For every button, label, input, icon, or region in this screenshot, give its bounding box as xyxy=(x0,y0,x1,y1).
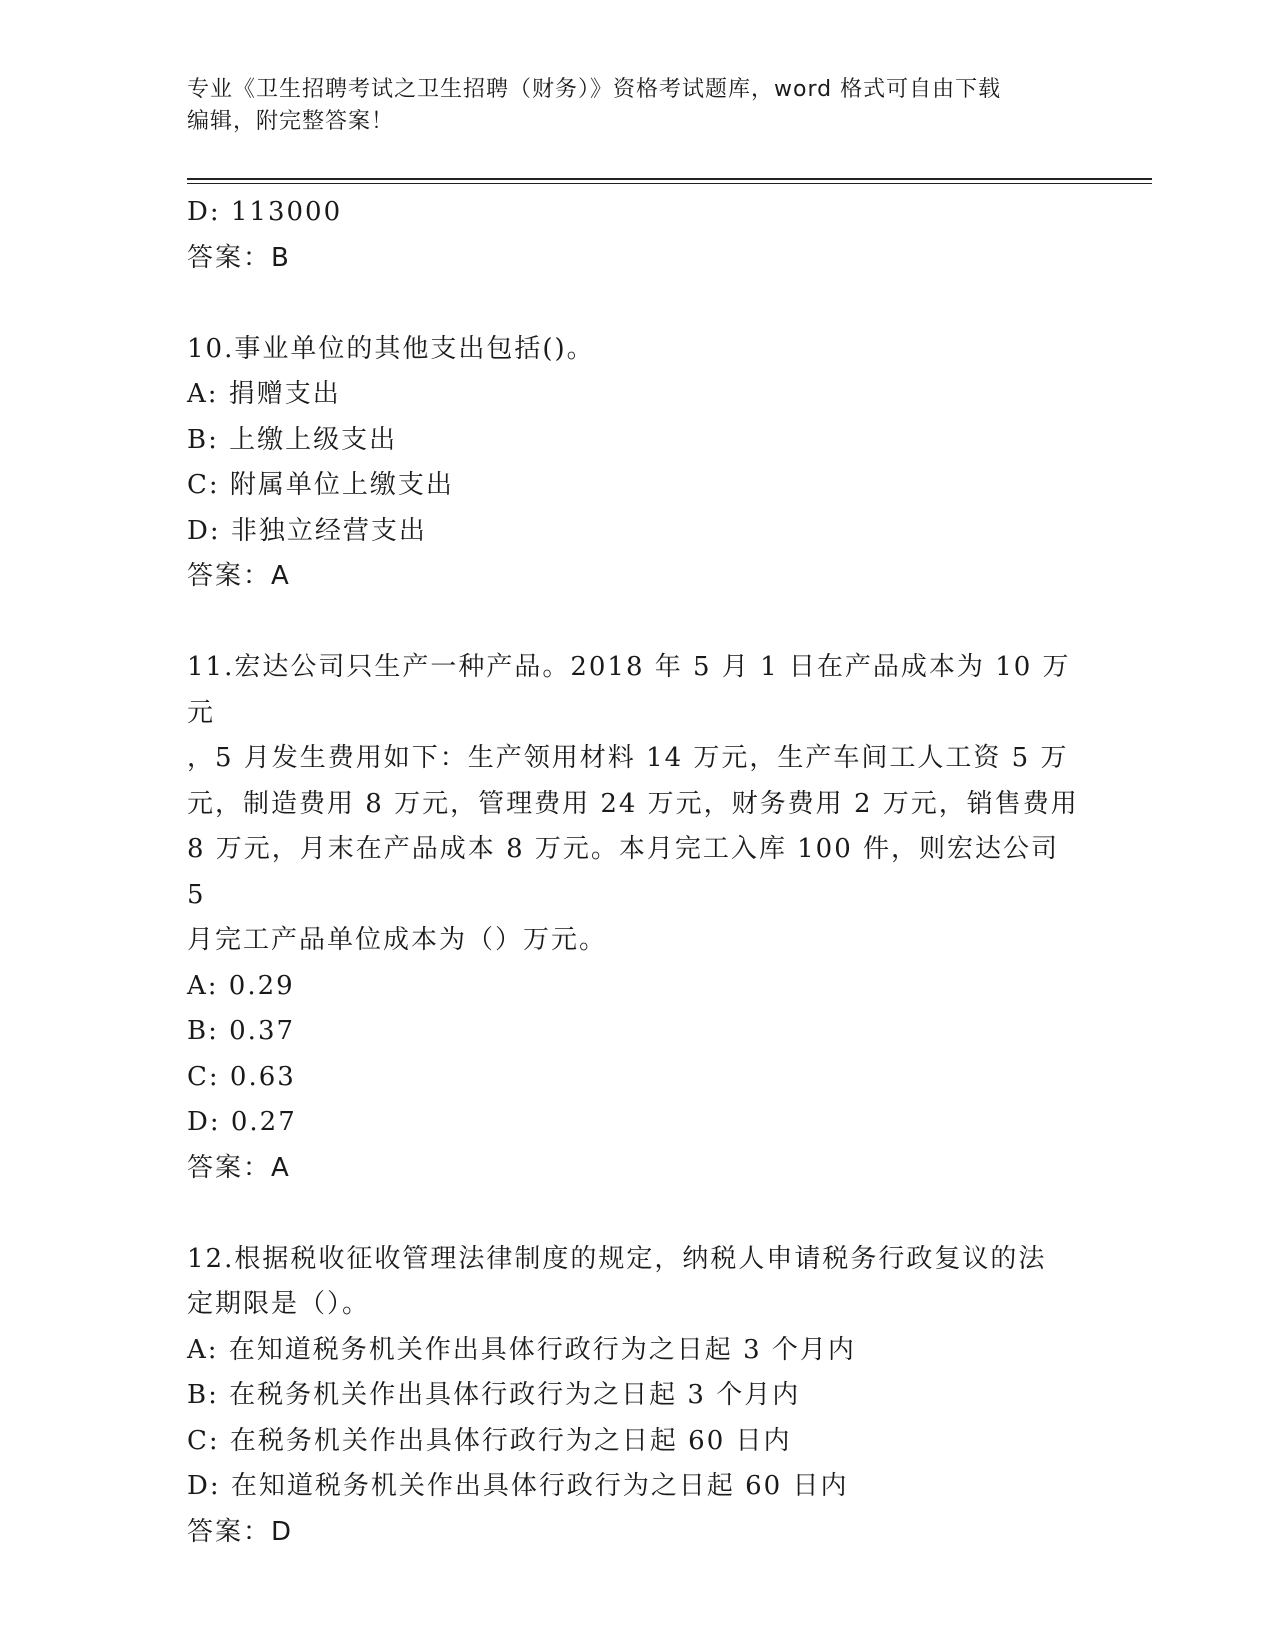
header-rule-thin xyxy=(187,183,1152,184)
question-12 xyxy=(187,1237,1087,1556)
question-11-stem-line-3: 元，制造费用 8 万元，管理费用 24 万元，财务费用 2 万元，销售费用 xyxy=(187,788,1079,819)
question-10-option-d: D: 非独立经营支出 xyxy=(187,515,427,546)
question-11-stem-line-1: 11.宏达公司只生产一种产品。2018 年 5 月 1 日在产品成本为 10 万元 xyxy=(187,652,1071,728)
question-11-option-b: B: 0.37 xyxy=(187,1016,296,1046)
question-10-option-a: A: 捐赠支出 xyxy=(187,379,341,409)
header-line-2: 编辑，附完整答案！ xyxy=(187,109,395,134)
question-12-option-b: B: 在税务机关作出具体行政行为之日起 3 个月内 xyxy=(187,1380,801,1410)
question-11-option-d: D: 0.27 xyxy=(187,1107,297,1137)
question-11 xyxy=(187,645,1087,1191)
question-12-option-c: C: 在税务机关作出具体行政行为之日起 60 日内 xyxy=(187,1425,792,1456)
question-11-answer: 答案：A xyxy=(187,1152,291,1183)
question-12-option-d: D: 在知道税务机关作出具体行政行为之日起 60 日内 xyxy=(187,1471,849,1501)
question-10-option-c: C: 附属单位上缴支出 xyxy=(187,470,454,500)
question-11-stem-line-2: ，5 月发生费用如下：生产领用材料 14 万元，生产车间工人工资 5 万 xyxy=(187,743,1069,773)
question-10-answer: 答案：A xyxy=(187,561,291,591)
question-11-option-c: C: 0.63 xyxy=(187,1061,296,1092)
prev-answer: 答案：B xyxy=(187,242,291,273)
question-11-stem-line-5: 月完工产品单位成本为（）万元。 xyxy=(187,925,608,955)
question-10-stem: 10.事业单位的其他支出包括()。 xyxy=(187,333,595,364)
question-10 xyxy=(187,327,1087,600)
question-12-stem-line-2: 定期限是（）。 xyxy=(187,1289,371,1319)
question-list xyxy=(187,190,1087,1555)
prev-option-d: D: 113000 xyxy=(187,197,343,227)
header-rule-thick xyxy=(187,178,1152,180)
question-10-option-b: B: 上缴上级支出 xyxy=(187,424,398,455)
question-11-option-a: A: 0.29 xyxy=(187,970,295,1001)
question-11-stem-line-4: 8 万元，月末在产品成本 8 万元。本月完工入库 100 件，则宏达公司 5 xyxy=(187,834,1060,910)
document-header xyxy=(187,74,1067,138)
question-12-option-a: A: 在知道税务机关作出具体行政行为之日起 3 个月内 xyxy=(187,1334,856,1365)
question-12-stem-line-1: 12.根据税收征收管理法律制度的规定，纳税人申请税务行政复议的法 xyxy=(187,1243,1047,1274)
question-12-answer: 答案：D xyxy=(187,1516,294,1547)
header-line-1: 专业《卫生招聘考试之卫生招聘（财务）》资格考试题库，word 格式可自由下载 xyxy=(187,77,1002,102)
